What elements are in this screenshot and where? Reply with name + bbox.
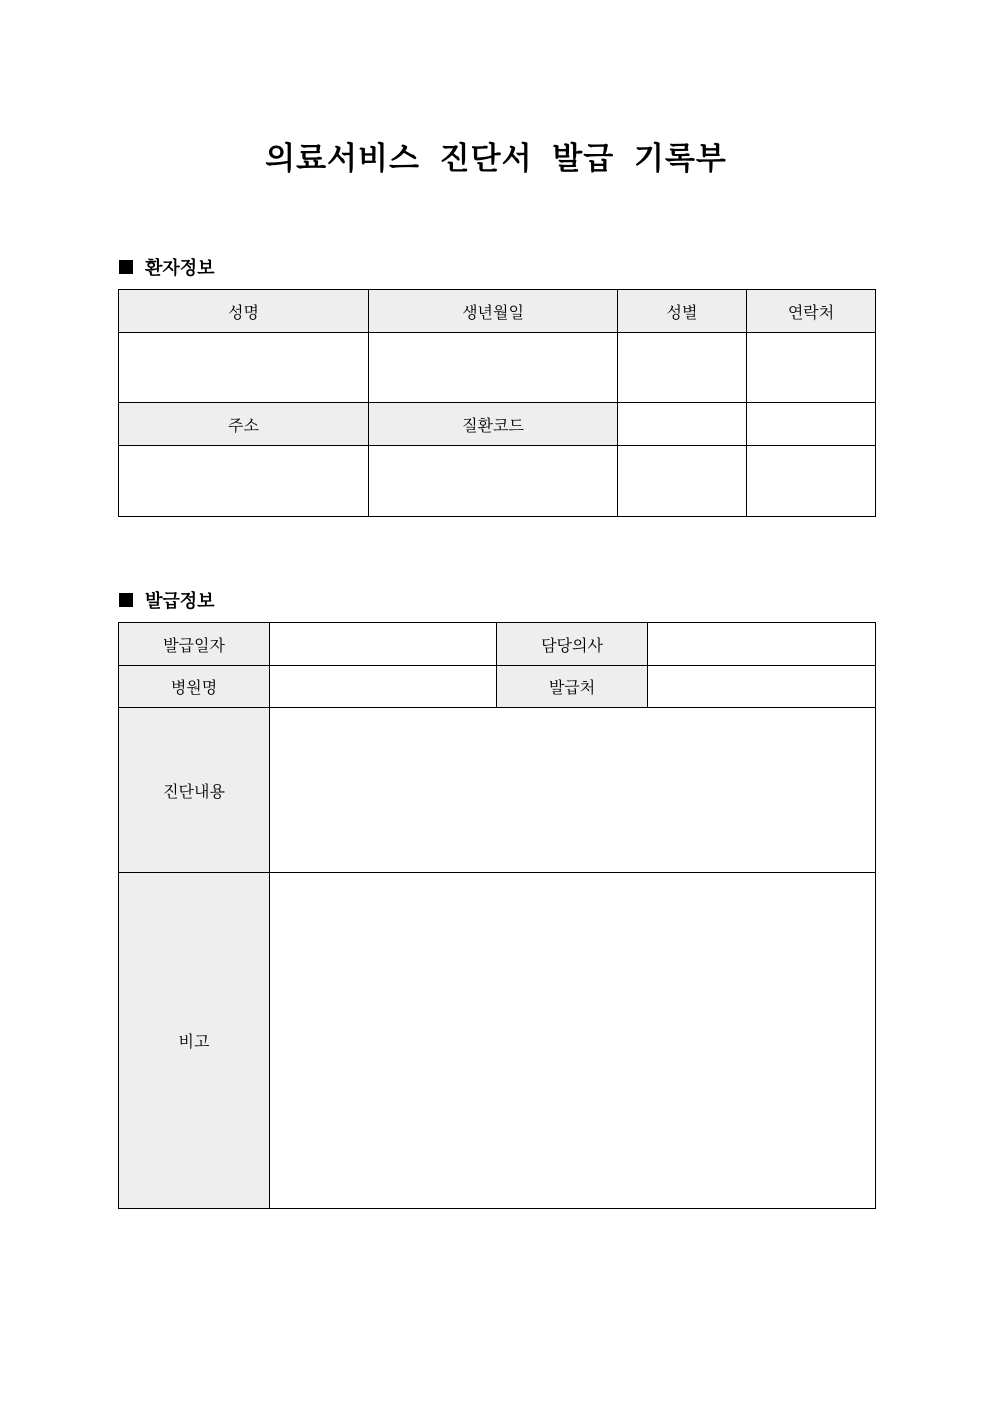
label-address: 주소 [119,403,369,446]
doctor-field[interactable] [648,623,876,666]
issue-section-title: 발급정보 [145,591,215,612]
blank-cell[interactable] [618,403,747,446]
label-disease-code: 질환코드 [369,403,618,446]
birth-field[interactable] [369,333,618,403]
label-diagnosis: 진단내용 [119,708,270,873]
blank-cell[interactable] [618,446,747,517]
patient-section-title: 환자정보 [145,258,215,279]
label-gender: 성별 [618,290,747,333]
hospital-field[interactable] [270,666,497,708]
label-birth: 생년월일 [369,290,618,333]
gender-field[interactable] [618,333,747,403]
label-doctor: 담당의사 [497,623,648,666]
label-hospital: 병원명 [119,666,270,708]
label-issuer: 발급처 [497,666,648,708]
name-field[interactable] [119,333,369,403]
disease-code-field[interactable] [369,446,618,517]
issuer-field[interactable] [648,666,876,708]
patient-info-table [118,289,876,517]
label-name: 성명 [119,290,369,333]
blank-cell[interactable] [747,403,876,446]
square-bullet-icon [119,260,133,274]
contact-field[interactable] [747,333,876,403]
issue-info-table [118,622,876,1209]
label-remarks: 비고 [119,873,270,1209]
diagnosis-field[interactable] [270,708,876,873]
blank-cell[interactable] [747,446,876,517]
square-bullet-icon [119,593,133,607]
page-title: 의료서비스 진단서 발급 기록부 [265,141,727,177]
remarks-field[interactable] [270,873,876,1209]
label-contact: 연락처 [747,290,876,333]
label-issue-date: 발급일자 [119,623,270,666]
issue-date-field[interactable] [270,623,497,666]
patient-section-heading [119,254,215,280]
address-field[interactable] [119,446,369,517]
issue-section-heading [119,587,215,613]
